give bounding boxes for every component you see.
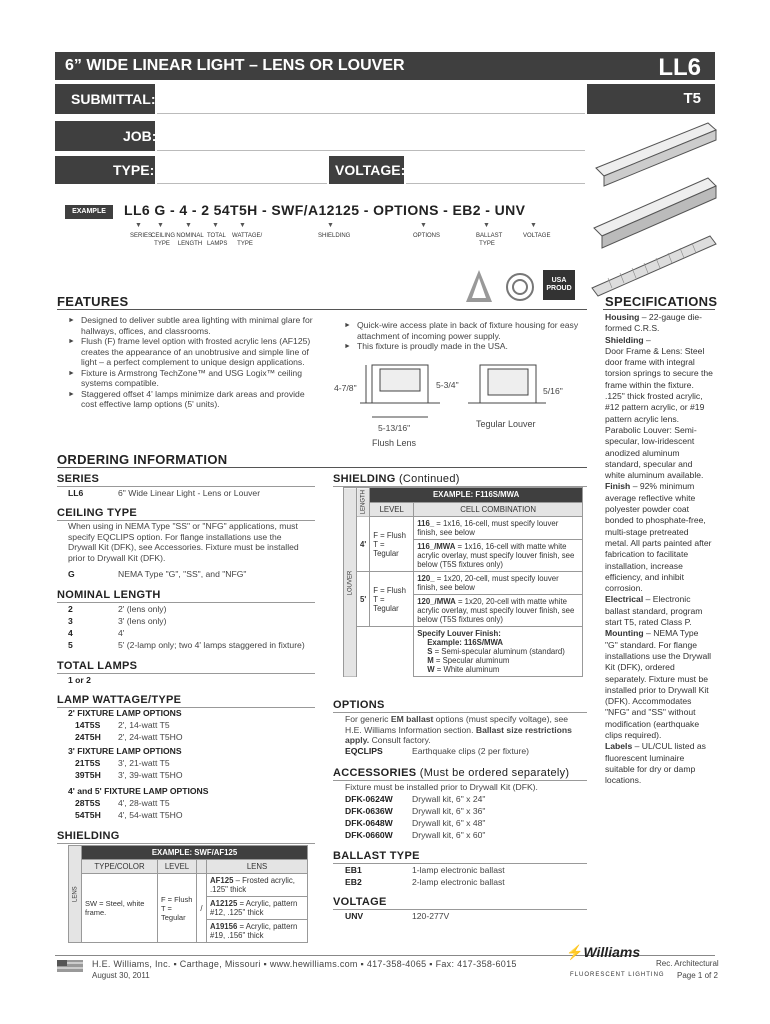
shielding-lens-table: LENS EXAMPLE: SWF/AF125 TYPE/COLOR LEVEL LENS SW = Steel, white frame. F = Flush T = Tegular / AF125 – Frosted acrylic, .125" thick A12125 = Acrylic, pattern #12, .125" thick A19156 = Acrylic, pattern #19, .156" thick [68,845,308,943]
brand-logo: ⚡Williams [566,944,641,960]
armstrong-logo [464,268,494,304]
usa-proud-logo: USA PROUD [543,270,575,300]
page-title: 6” WIDE LINEAR LIGHT – LENS OR LOUVER [65,57,405,74]
voltage-row: VOLTAGE: [329,156,404,184]
tegular-louver-label: Tegular Louver [476,419,536,429]
title-bar [55,52,715,80]
footer-company: H.E. Williams, Inc. ▪ Carthage, Missouri ▪ www.hewilliams.com ▪ 417-358-4065 ▪ Fax: 417-358-6015 [92,959,517,969]
specifications-text: Housing – 22-gauge die-formed C.R.S. Shielding – Door Frame & Lens: Steel door frame with integral torsion springs to secure the frame within the fixture. .125" thick frosted acrylic, #12 pattern acrylic, or #19 pattern acrylic lens. Parabolic Louver: Semi-specular, low-iridescent anodized aluminum standard, specular and white aluminum available. Finish – 92% minimum average reflective white polyester powder coat bonded to phosphate-free, multi-stage pretreated metal. All parts painted after fabrication to facilitate installation, increase efficiency, and inhibit corrosion. Electrical – Electronic ballast standard, program start T5, rated Class P. Mounting – NEMA Type "G" standard. For flange installations use the Drywall Kit (DFK), ordered separately. Fixture must be installed prior to Drywall Kit (DFK). Accommodates "NFG" and "SS" without modification (earthquake clips required). Labels – UL/CUL listed as fluorescent luminaire suitable for dry or damp locations. [605,312,713,786]
specifications-heading: SPECIFICATIONS [605,294,718,309]
flag-icon [57,960,83,972]
job-field[interactable] [157,121,585,151]
type-field[interactable] [157,156,327,184]
lamp-type-bar [587,84,715,114]
fixture-illustration [590,118,718,303]
dimension-diagram [330,355,575,450]
shielding-louver-table: LOUVER LENGTH EXAMPLE: F116S/MWA LEVEL CELL COMBINATION 4' F = Flush T = Tegular 116_ = 1x16, 16-cell, must specify louver finish, see below 116_/MWA = 1x16, 16-cell with matte white acrylic overlay, must specify louver finish, see below (T5S fixtures only) 5' F = Flush T = Tegular 120_ = 1x20, 20-cell, must specify louver finish, see below 120_/MWA = 1x20, 20-cell with matte white acrylic overlay, must specify louver finish, see below (T5S fixtures only) Specify Louver Finish: Example: 116S/MWA S = Semi-specular aluminum (standard) M = Specular aluminum W = White aluminum [343,487,583,677]
submittal-field[interactable] [157,84,585,114]
flush-lens-label: Flush Lens [372,438,417,448]
lamp-type: T5 [683,90,701,107]
example-badge: EXAMPLE [65,205,113,219]
model-number: LL6 [658,54,701,81]
voltage-field[interactable] [406,156,585,184]
submittal-row: SUBMITTAL: [55,84,155,114]
ordering-heading: ORDERING INFORMATION [57,452,228,467]
features-right: ► Quick-wire access plate in back of fixture housing for easy attachment of incoming power supply. ► This fixture is proudly made in the USA. [344,320,586,352]
features-heading: FEATURES [57,294,129,309]
job-row: JOB: [55,121,155,151]
csa-logo [503,272,537,302]
example-code: LL6 G - 4 - 2 54T5H - SWF/A12125 - OPTIONS - EB2 - UNV [124,202,526,218]
lightning-icon: ⚡ [566,944,584,960]
footer-date: August 30, 2011 [92,971,150,980]
features-left: ► Designed to deliver subtle area lighting with minimal glare for hallways, offices, and classrooms. ► Flush (F) frame level option with frosted acrylic lens (AF125) creates the appearance of an unobtrusive and simple line of light – a perfect complement to unique design applications. ► Fixture is Armstrong TechZone™ and USG Logix™ ceiling systems compatible. ► Staggered offset 4' lamps minimize dark areas and provide cost effective lamp options (5' units). [68,315,313,410]
type-row: TYPE: [55,156,155,184]
